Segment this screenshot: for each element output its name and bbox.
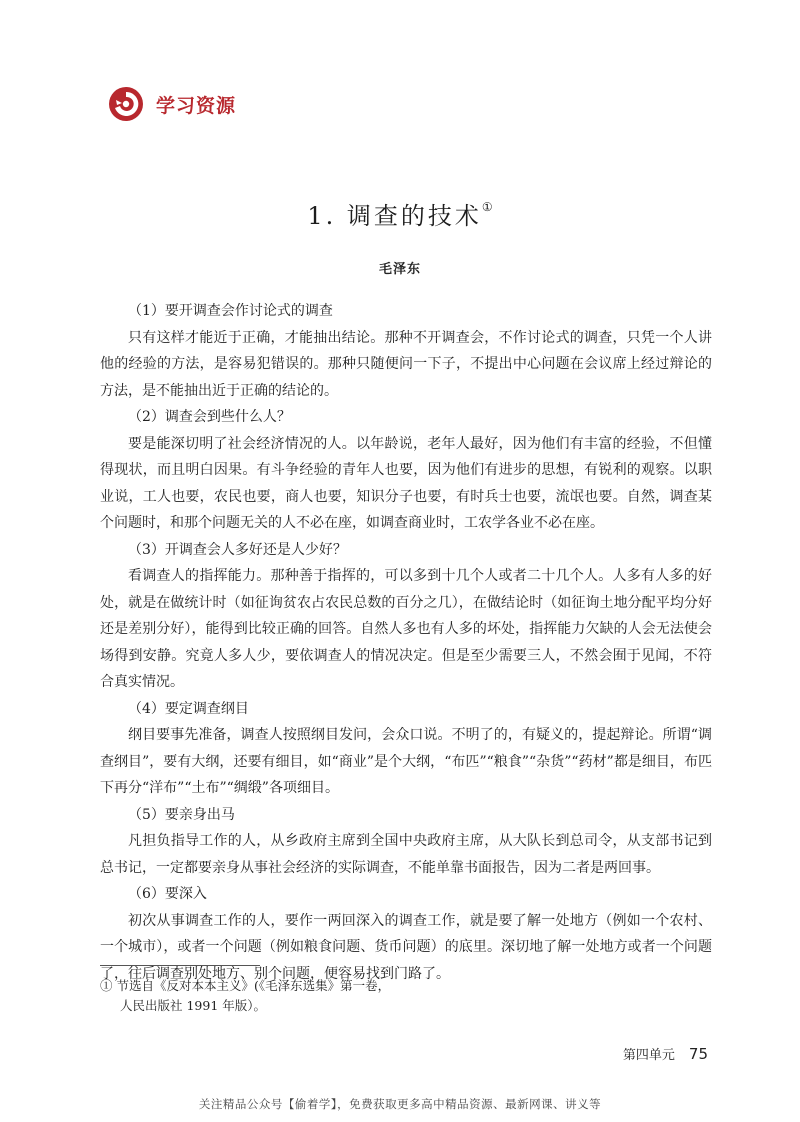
page-number: 75: [688, 1045, 708, 1063]
watermark-text: 关注精品公众号【偷着学】，免费获取更多高中精品资源、最新网课、讲义等: [198, 1097, 602, 1111]
footnote: [100, 976, 440, 1016]
footnote-line: 人民出版社 1991 年版）。: [120, 998, 267, 1013]
section-paragraph: 只有这样才能近于正确，才能抽出结论。那种不开调查会，不作讨论式的调查，只凭一个人讲他的经验的方法，是容易犯错误的。那种只随便问一下子，不提出中心问题在会议席上经过辩论的方法，是不能抽出近于正确的结论的。: [100, 329, 712, 399]
section-paragraph: 看调查人的指挥能力。那种善于指挥的，可以多到十几个人或者二十几个人。人多有人多的好处，就是在做统计时（如征询贫农占农民总数的百分之几），在做结论时（如征询土地分配平均分好还是差别分好），能得到比较正确的回答。自然人多也有人多的坏处，指挥能力欠缺的人会无法使会场得到安静。究竟人多人少，要依调查人的情况决定。但是至少需要三人，不然会囿于见闻，不符合真实情况。: [100, 568, 712, 690]
section-paragraph: 凡担负指导工作的人，从乡政府主席到全国中央政府主席，从大队长到总司令，从支部书记到总书记，一定都要亲身从事社会经济的实际调查，不能单靠书面报告，因为二者是两回事。: [100, 833, 712, 876]
swirl-logo-icon: [108, 86, 144, 122]
section-paragraph: 要是能深切明了社会经济情况的人。以年龄说，老年人最好，因为他们有丰富的经验，不但懂得现状，而且明白因果。有斗争经验的青年人也要，因为他们有进步的思想，有锐利的观察。以职业说，工人也要，农民也要，商人也要，知识分子也要，有时兵士也要，流氓也要。自然，调查某个问题时，和那个问题无关的人不必在座，如调查商业时，工农学各业不必在座。: [100, 435, 712, 531]
unit-label: 第四单元: [622, 1048, 675, 1063]
page-footer: [623, 1044, 708, 1063]
section-heading: （3）开调查会人多好还是人少好？: [128, 541, 347, 558]
article-title: [0, 196, 800, 231]
article-author: 毛泽东: [378, 262, 421, 277]
article-body: [100, 298, 712, 987]
section-label: 学习资源: [156, 94, 237, 117]
section-heading: （6）要深入: [128, 886, 207, 902]
title-text: 1. 调查的技术: [307, 202, 482, 230]
title-footnote-mark: ①: [481, 200, 493, 214]
footnote-divider: [100, 965, 260, 966]
section-heading: （1）要开调查会作讨论式的调查: [128, 303, 333, 319]
section-paragraph: 纲目要事先准备，调查人按照纲目发问，会众口说。不明了的，有疑义的，提起辩论。所谓“调查纲目”，要有大纲，还要有细目，如“商业”是个大纲，“布匹”“粮食”“杂货”“药材”都是细目，布匹下再分“洋布”“土布”“绸缎”各项细目。: [100, 727, 712, 796]
section-heading: （5）要亲身出马: [128, 806, 235, 823]
section-heading: （2）调查会到些什么人？: [128, 409, 291, 425]
section-paragraph: 初次从事调查工作的人，要作一两回深入的调查工作，就是要了解一处地方（例如一个农村、一个城市），或者一个问题（例如粮食问题、货币问题）的底里。深切地了解一处地方或者一个问题了，往后调查别处地方、别个问题，便容易找到门路了。: [100, 912, 712, 982]
section-header: [108, 86, 236, 122]
footnote-line: ① 节选自《反对本本主义》(《毛泽东选集》第一卷，: [100, 978, 391, 993]
section-heading: （4）要定调查纲目: [128, 700, 249, 717]
